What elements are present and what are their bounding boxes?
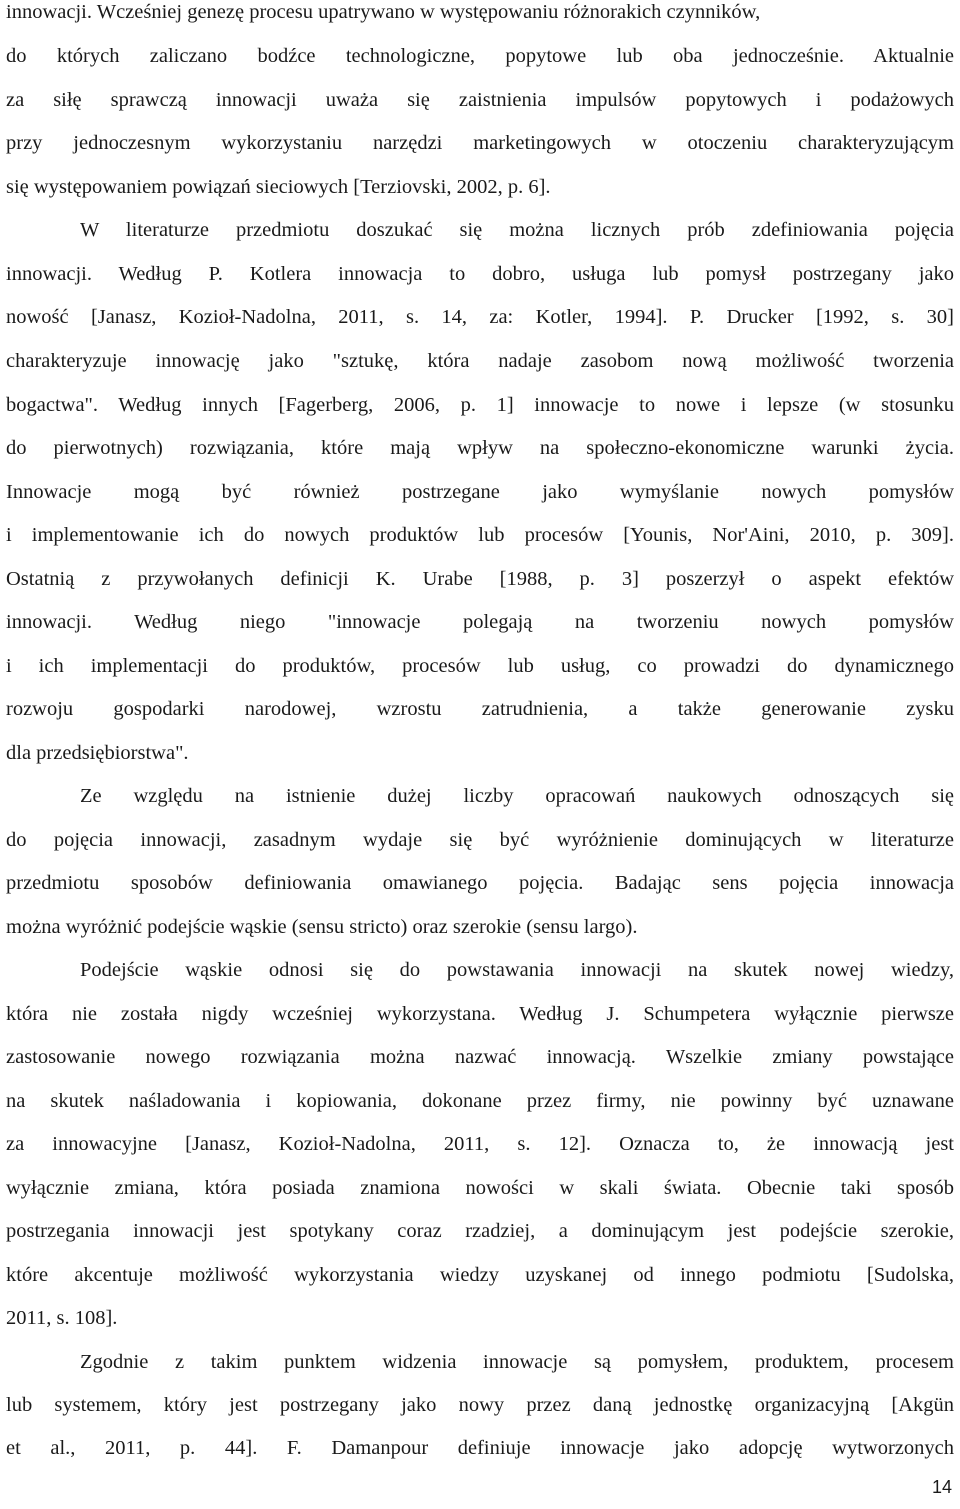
paragraph-first-line: Ze względu na istnienie dużej liczby opracowań naukowych odnoszących się — [80, 785, 954, 807]
text-line: za siłę sprawczą innowacji uważa się zaistnienia impulsów popytowych i podażowych — [6, 89, 954, 111]
text-line: do których zaliczano bodźce technologiczne, popytowe lub oba jednocześnie. Aktualnie — [6, 45, 954, 67]
paragraph-first-line: Zgodnie z takim punktem widzenia innowacje są pomysłem, produktem, procesem — [80, 1351, 954, 1373]
paragraph-first-line: W literaturze przedmiotu doszukać się można licznych prób zdefiniowania pojęcia — [80, 219, 954, 241]
text-line: rozwoju gospodarki narodowej, wzrostu zatrudnienia, a także generowanie zysku — [6, 698, 954, 720]
text-line: et al., 2011, p. 44]. F. Damanpour definiuje innowacje jako adopcję wytworzonych — [6, 1437, 954, 1459]
text-line: postrzegania innowacji jest spotykany coraz rzadziej, a dominującym jest podejście szerokie, — [6, 1220, 954, 1242]
text-line: innowacji. Według P. Kotlera innowacja to dobro, usługa lub pomysł postrzegany jako — [6, 263, 954, 285]
text-line: 2011, s. 108]. — [6, 1307, 118, 1329]
text-line: Innowacje mogą być również postrzegane jako wymyślanie nowych pomysłów — [6, 481, 954, 503]
text-line: dla przedsiębiorstwa". — [6, 742, 189, 764]
text-line: innowacji. Według niego "innowacje polegają na tworzeniu nowych pomysłów — [6, 611, 954, 633]
text-line: bogactwa". Według innych [Fagerberg, 2006, p. 1] innowacje to nowe i lepsze (w stosunku — [6, 394, 954, 416]
text-line: na skutek naśladowania i kopiowania, dokonane przez firmy, nie powinny być uznawane — [6, 1090, 954, 1112]
text-line: charakteryzuje innowację jako "sztukę, która nadaje zasobom nową możliwość tworzenia — [6, 350, 954, 372]
page-number: 14 — [931, 1477, 952, 1497]
text-line: do pojęcia innowacji, zasadnym wydaje się być wyróżnienie dominujących w literaturze — [6, 829, 954, 851]
text-line: nowość [Janasz, Kozioł-Nadolna, 2011, s. 14, za: Kotler, 1994]. P. Drucker [1992, s. 30] — [6, 306, 954, 328]
text-line: przedmiotu sposobów definiowania omawianego pojęcia. Badając sens pojęcia innowacja — [6, 872, 954, 894]
text-line: za innowacyjne [Janasz, Kozioł-Nadolna, 2011, s. 12]. Oznacza to, że innowacją jest — [6, 1133, 954, 1155]
text-line: i ich implementacji do produktów, procesów lub usług, co prowadzi do dynamicznego — [6, 655, 954, 677]
text-line: wyłącznie zmiana, która posiada znamiona nowości w skali świata. Obecnie taki sposób — [6, 1177, 954, 1199]
text-line: się występowaniem powiązań sieciowych [Terziovski, 2002, p. 6]. — [6, 176, 551, 198]
text-line: można wyróżnić podejście wąskie (sensu stricto) oraz szerokie (sensu largo). — [6, 916, 638, 938]
text-line: do pierwotnych) rozwiązania, które mają wpływ na społeczno-ekonomiczne warunki życia. — [6, 437, 954, 459]
text-line: Ostatnią z przywołanych definicji K. Urabe [1988, p. 3] poszerzył o aspekt efektów — [6, 568, 954, 590]
text-line: która nie została nigdy wcześniej wykorzystana. Według J. Schumpetera wyłącznie pierwsze — [6, 1003, 954, 1025]
text-line: lub systemem, który jest postrzegany jako nowy przez daną jednostkę organizacyjną [Akgün — [6, 1394, 954, 1416]
text-line: które akcentuje możliwość wykorzystania wiedzy uzyskanej od innego podmiotu [Sudolska, — [6, 1264, 954, 1286]
text-line: zastosowanie nowego rozwiązania można nazwać innowacją. Wszelkie zmiany powstające — [6, 1046, 954, 1068]
text-line: przy jednoczesnym wykorzystaniu narzędzi marketingowych w otoczeniu charakteryzującym — [6, 132, 954, 154]
text-line: i implementowanie ich do nowych produktów lub procesów [Younis, Nor'Aini, 2010, p. 309]. — [6, 524, 954, 546]
paragraph-first-line: Podejście wąskie odnosi się do powstawania innowacji na skutek nowej wiedzy, — [80, 959, 954, 981]
text-line: innowacji. Wcześniej genezę procesu upatrywano w występowaniu różnorakich czynników, — [6, 1, 761, 23]
